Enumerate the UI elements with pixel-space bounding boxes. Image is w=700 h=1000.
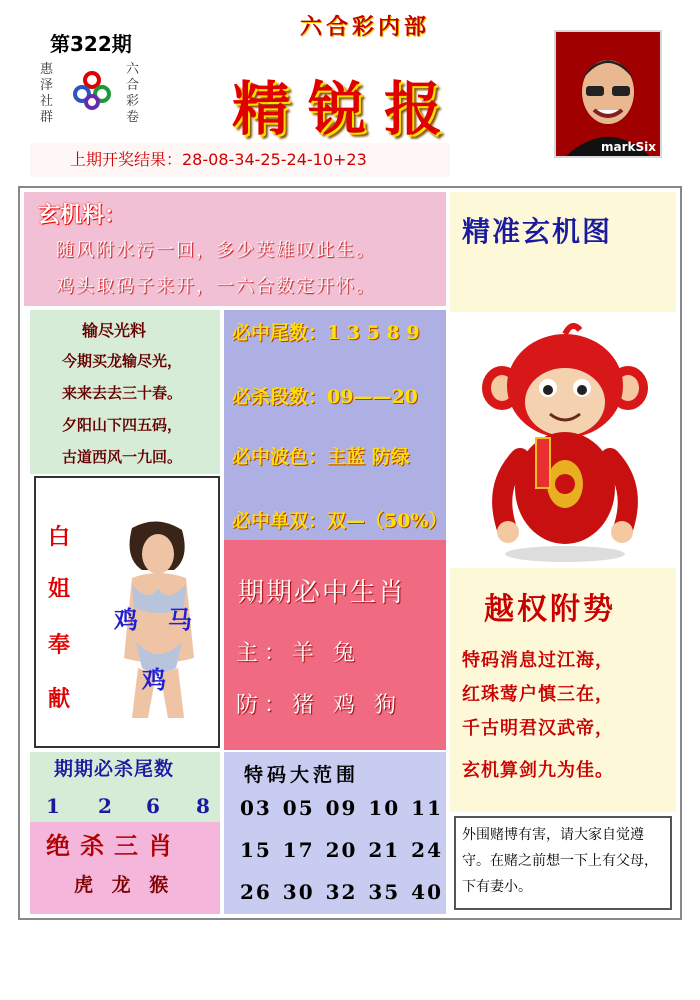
- side-char-4: 献: [48, 686, 71, 712]
- xuanji-line-1: 随风附水污一回，多少英雄叹此生。: [56, 240, 376, 261]
- side-char-1: 白: [48, 524, 71, 550]
- range-row-2: 15 17 20 21 24: [240, 838, 444, 862]
- kill-tail-number: 2: [98, 794, 112, 818]
- poem-left-line-2: 来来去去三十春。: [62, 384, 183, 402]
- main-title: 精锐报: [232, 75, 461, 143]
- blue-char-2: 马: [168, 605, 192, 634]
- kill-tail-number: 8: [196, 794, 210, 818]
- slogan-title: 越权附势: [484, 592, 616, 627]
- last-draw-result: 上期开奖结果：28-08-34-25-24-10+23: [30, 143, 450, 177]
- right-title: 精准玄机图: [462, 215, 613, 248]
- right-poem-line-2: 红珠莺户慎三在，: [462, 684, 614, 705]
- xuanji-line-2: 鸡头取码子来开，一六合数定开怀。: [56, 276, 376, 297]
- monkey-toy-icon: [462, 318, 668, 568]
- stat-odd-even: 必中单双：双—（50%）: [232, 510, 448, 532]
- gambling-warning: 外围赌博有害，请大家自觉遵守。在赌之前想一下上有父母，下有妻小。: [454, 816, 672, 910]
- range-row-1: 03 05 09 10 11: [240, 796, 444, 820]
- knot-logo-icon: [70, 68, 114, 112]
- monkey-image: [462, 318, 668, 568]
- side-char-3: 奉: [48, 632, 71, 658]
- kill-tail-number: 1: [46, 794, 60, 818]
- kill-tail-title: 期期必杀尾数: [54, 758, 175, 780]
- blue-char-3: 鸡: [142, 665, 166, 694]
- stat-tail: 必中尾数：1 3 5 8 9: [232, 322, 420, 344]
- right-poem-line-4: 玄机算剑九为佳。: [462, 760, 614, 781]
- range-title: 特码大范围: [244, 764, 360, 786]
- zodiac-title: 期期必中生肖: [238, 578, 407, 608]
- blue-char-1: 鸡: [114, 605, 138, 634]
- side-char-2: 姐: [48, 576, 71, 602]
- subtitle: 六合彩内部: [300, 14, 431, 40]
- poem-left-line-3: 夕阳山下四五码，: [62, 416, 183, 434]
- logo-text-right: 六合彩卷: [126, 62, 140, 125]
- poem-left-title: 输尽光料: [82, 321, 147, 340]
- logo-text-left: 惠泽社群: [40, 62, 54, 125]
- right-poem-line-3: 千古明君汉武帝，: [462, 718, 614, 739]
- portrait-brand: markSix: [601, 140, 656, 154]
- issue-number: 第322期: [50, 32, 132, 56]
- kill-tail-number: 6: [146, 794, 160, 818]
- kill-zodiac-title: 绝杀三肖: [46, 831, 182, 860]
- portrait-image: [554, 30, 662, 158]
- kill-zodiac-values: 虎 龙 猴: [74, 874, 175, 896]
- stat-wave: 必中波色：主蓝 防绿: [232, 446, 410, 468]
- zodiac-main: 主：羊 兔: [236, 641, 361, 666]
- stat-segment: 必杀段数：09——20: [232, 386, 418, 408]
- portrait-figure-icon: [556, 32, 660, 156]
- right-poem-line-1: 特码消息过江海，: [462, 650, 614, 671]
- xuanji-title: 玄机料：: [38, 202, 127, 228]
- range-row-3: 26 30 32 35 40: [240, 880, 444, 904]
- poem-left-line-4: 古道西风一九回。: [62, 448, 183, 466]
- zodiac-guard: 防：猪 鸡 狗: [236, 693, 402, 718]
- poem-left-line-1: 今期买龙输尽光，: [62, 352, 183, 370]
